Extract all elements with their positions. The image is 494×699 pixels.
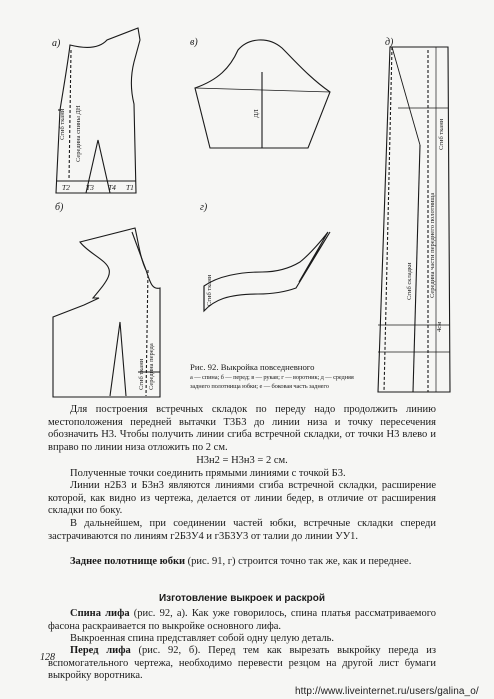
paragraph: Линии н2Б3 и Б3н3 являются линиями сгиба встречной складки, расширение которой, как видно из чертежа, делается от линии бедер, в отличие от расширения складки по боку. (48, 480, 436, 517)
svg-text:Т2: Т2 (62, 183, 70, 192)
svg-text:Середина спины ДН: Середина спины ДН (75, 105, 82, 162)
svg-text:Т1: Т1 (126, 183, 134, 192)
svg-text:Середина переда: Середина переда (148, 343, 155, 390)
equation: Н3н2 = Н3н3 = 2 см. (196, 455, 288, 466)
paragraph: Спина лифа (рис. 92, а). Как уже говорилось, спина платья рассматриваемого фасона раскраивается по выкройке основного лифа. (48, 608, 436, 632)
svg-text:Сгиб ткани: Сгиб ткани (438, 118, 445, 150)
caption-legend-2: заднего полотнища юбки; е — боковая часть заднего (190, 383, 329, 390)
paragraph: Перед лифа (рис. 92, б). Перед тем как вырезать выкройку переда из вспомогательного чертежа, необходимо перевести резцом на другой лист бумаги выкройку воротника. (48, 645, 437, 682)
collar-outline (204, 232, 330, 311)
paragraph: Выкроенная спина представляет собой одну целую деталь. (70, 633, 335, 644)
svg-text:Т3: Т3 (86, 183, 94, 192)
caption-legend-1: а — спина; б — перед; в — рукав; г — воротник; д — средняя (190, 373, 354, 381)
back-bodice-outline (56, 28, 140, 193)
svg-text:ДЛ: ДЛ (253, 109, 260, 118)
fig-label-b: б) (55, 202, 64, 213)
page-number: 128 (40, 652, 55, 663)
watermark-url: http://www.liveinternet.ru/users/galina_o/ (295, 686, 479, 697)
caption-title: Рис. 92. Выкройка повседневного (190, 362, 315, 372)
paragraph: В дальнейшем, при соединении частей юбки, встречные складки спереди застрачиваются по линиям г2Б3У4 и г3Б3У3 от талии до линии УУ1. (48, 518, 436, 542)
svg-text:4см: 4см (436, 321, 443, 332)
svg-text:Сгиб складки: Сгиб складки (406, 262, 413, 300)
front-dart (110, 322, 126, 396)
fig-label-v: в) (190, 37, 198, 48)
fig-label-g: г) (200, 202, 208, 213)
fig-label-d: д) (385, 37, 394, 48)
section-heading: Изготовление выкроек и раскрой (158, 593, 326, 604)
svg-text:Т4: Т4 (108, 183, 116, 192)
paragraph: Полученные точки соединить прямыми линиями с точкой Б3. (70, 468, 346, 479)
svg-text:Сгиб ткани: Сгиб ткани (138, 358, 145, 390)
paragraph: Для построения встречных складок по переду надо продолжить линию местоположения передней вытачки Т3Б3 до линии низа и точку пересечения обозначить Н3. Чтобы получить линии сгиба встречной складки, от точки Н3 влево и вправо по линии низа отложить по 2 см. (48, 404, 436, 453)
figure-caption (190, 363, 430, 392)
svg-text:Середина части переднего полот: Середина части переднего полотнища (429, 192, 436, 298)
fig-label-a: а) (52, 38, 61, 49)
svg-text:Сгиб ткани: Сгиб ткани (206, 274, 213, 306)
paragraph: Заднее полотнище юбки (рис. 91, г) строится точно так же, как и переднее. (70, 556, 412, 567)
svg-text:Сгиб ткани: Сгиб ткани (59, 108, 66, 140)
